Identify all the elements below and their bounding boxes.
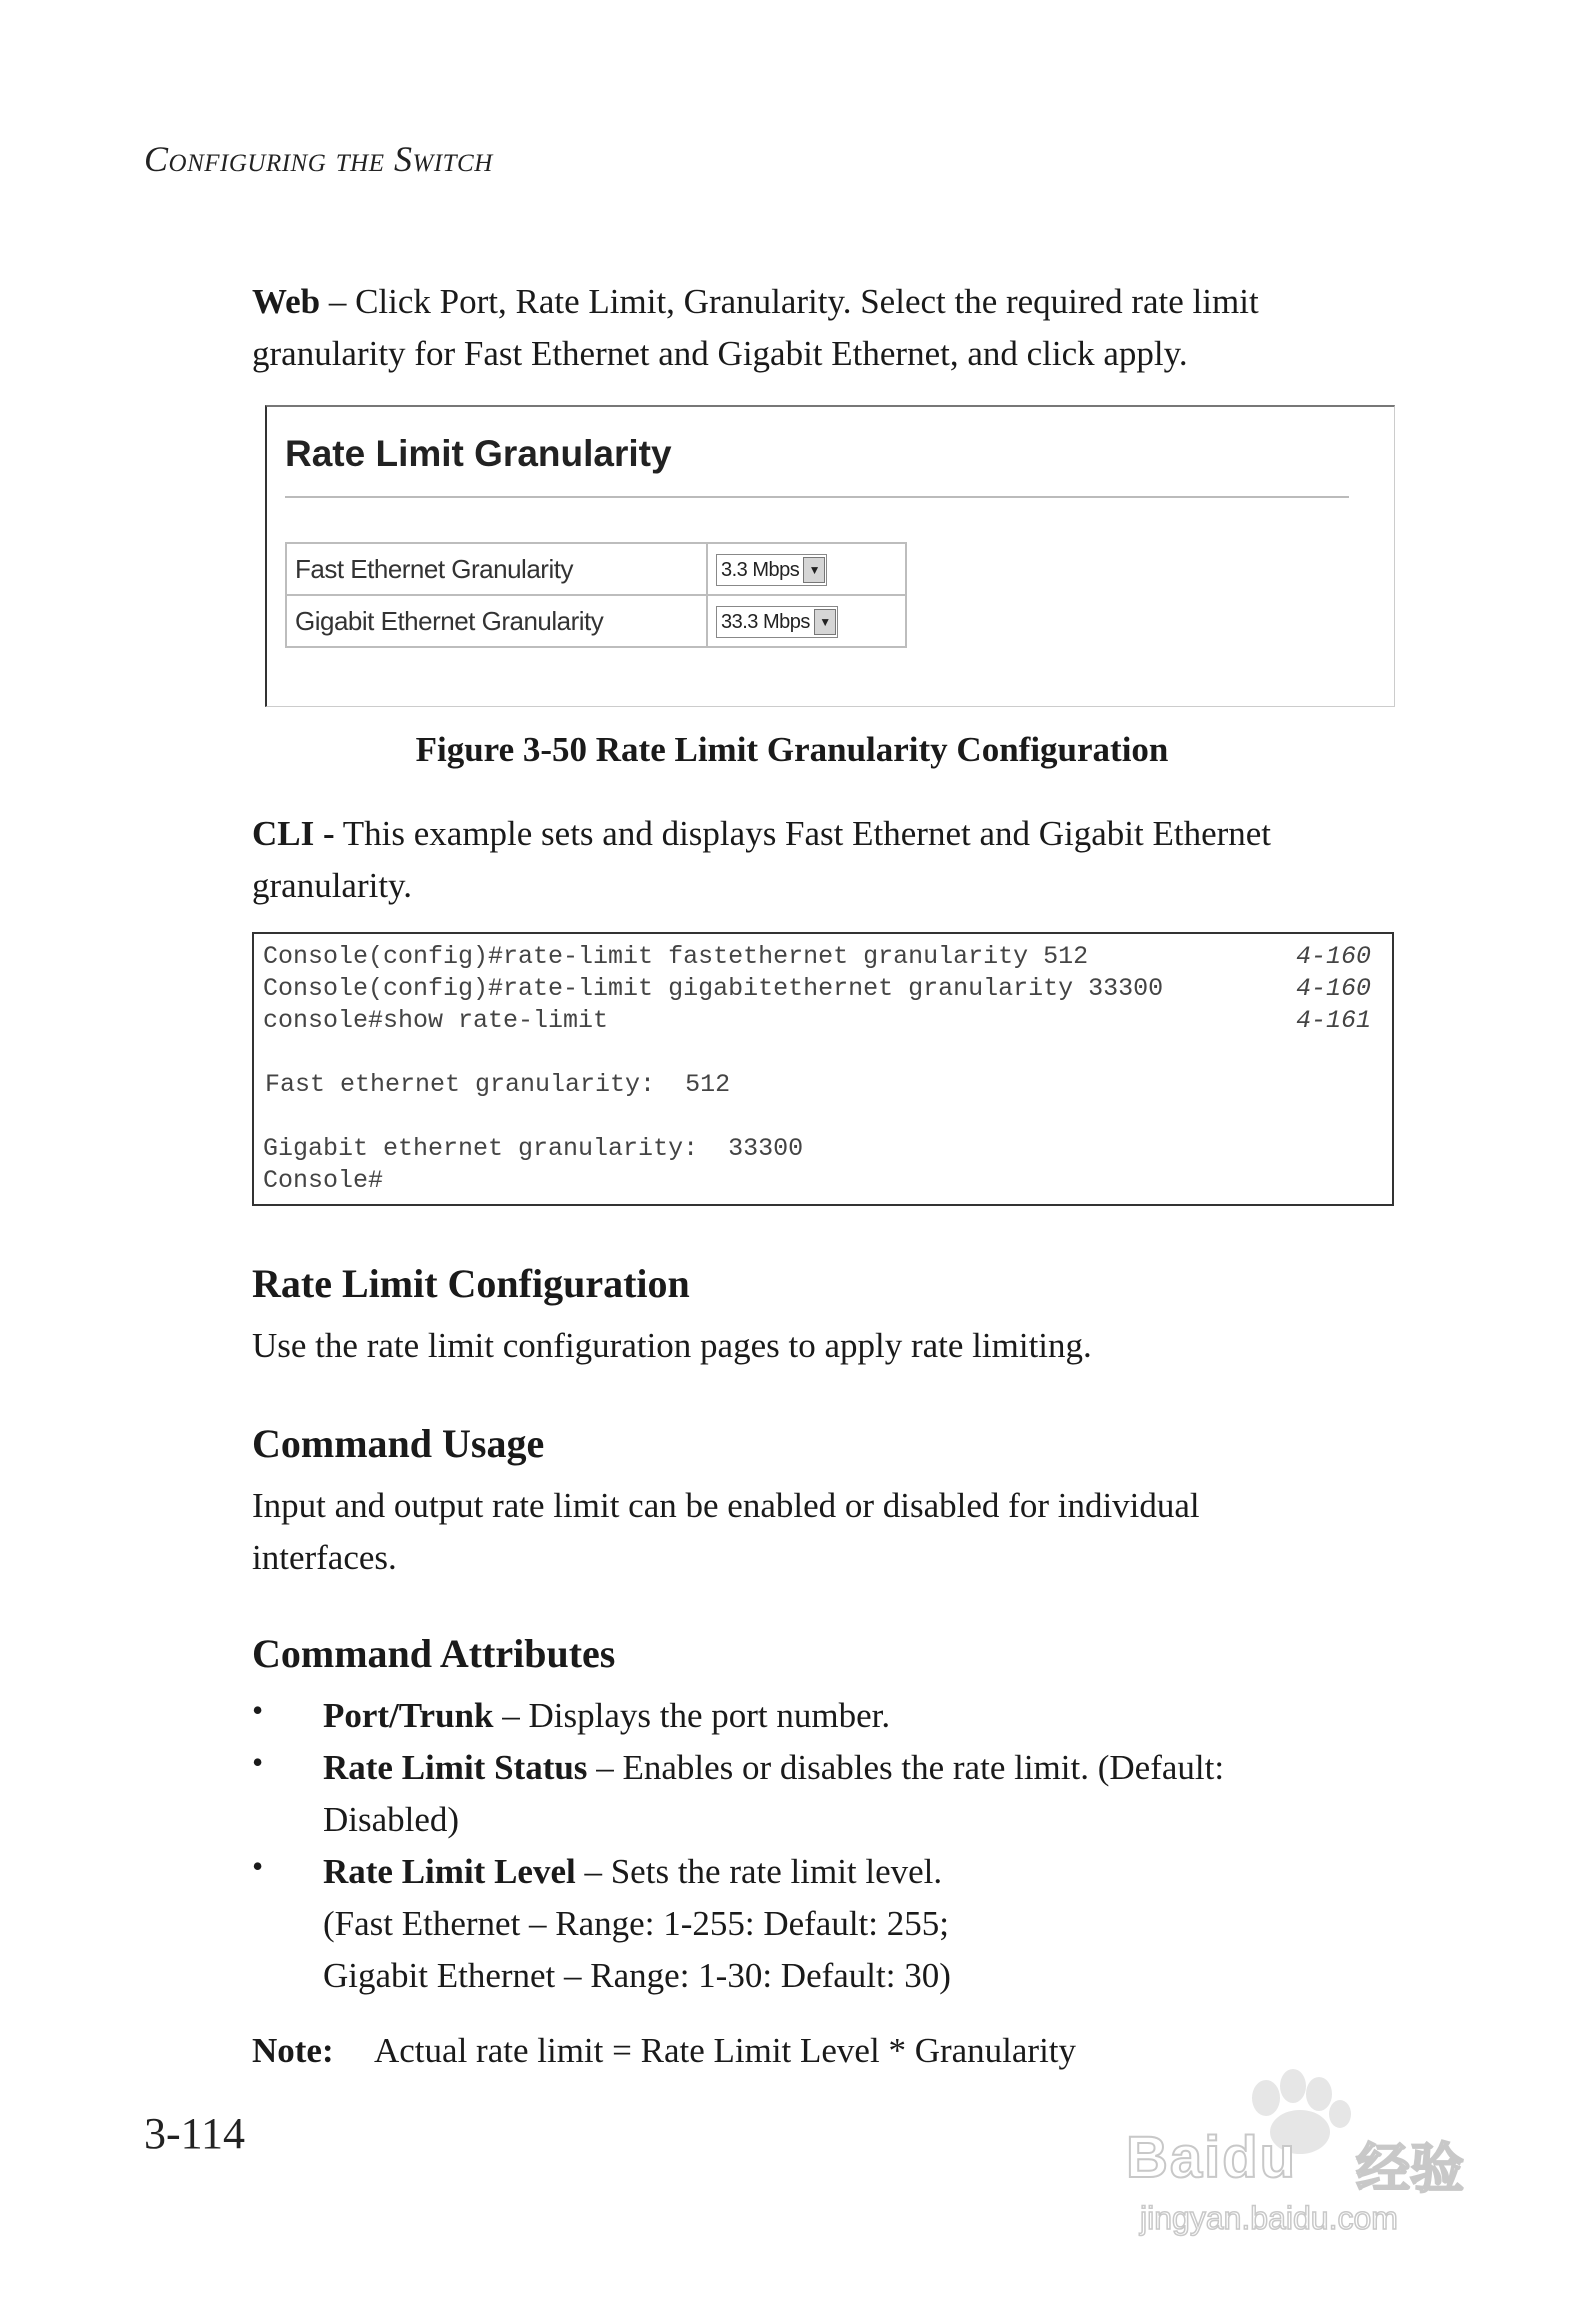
bullet-icon: • [252, 1744, 264, 1780]
rate-limit-description: Use the rate limit configuration pages to apply rate limiting. [252, 1326, 1092, 1365]
gigabit-ethernet-label: Gigabit Ethernet Granularity [286, 595, 707, 647]
section-heading-usage: Command Usage [252, 1421, 545, 1466]
bullet-icon: • [252, 1692, 264, 1728]
attribute-desc: – Sets the rate limit level. [575, 1852, 943, 1891]
section-heading-attributes: Command Attributes [252, 1631, 616, 1676]
code-line: Console(config)#rate-limit gigabitethernet granularity 33300 [263, 974, 1164, 1003]
section-heading-rate-limit: Rate Limit Configuration [252, 1261, 690, 1306]
code-ref: 4-160 [1296, 974, 1372, 1003]
list-item [323, 1846, 1403, 1898]
cli-text: This example sets and displays Fast Ethernet and Gigabit Ethernet granularity. [252, 814, 1272, 905]
web-text: – Click Port, Rate Limit, Granularity. Select the required rate limit granularity for Fast Ethernet and Gigabit Ethernet, and click apply. [252, 282, 1259, 373]
cli-intro [252, 808, 1392, 912]
list-item [323, 1742, 1343, 1846]
fast-ethernet-granularity-value: 3.3 Mbps [721, 558, 800, 581]
usage-description: Input and output rate limit can be enabled or disabled for individual interfaces. [252, 1486, 1200, 1577]
page-number: 3-114 [144, 2109, 246, 2158]
watermark-url: jingyan.baidu.com [1140, 2200, 1398, 2236]
note-label [252, 2025, 334, 2077]
bullet-icon: • [252, 1848, 264, 1884]
cli-lead: CLI - [252, 814, 335, 853]
gigabit-ethernet-cell [707, 595, 906, 647]
running-header: Configuring the Switch [144, 139, 493, 179]
fast-ethernet-granularity-select[interactable] [716, 554, 827, 586]
web-lead: Web [252, 282, 321, 321]
attribute-term: Rate Limit Level [323, 1852, 576, 1891]
gigabit-ethernet-granularity-select[interactable] [716, 606, 838, 638]
code-ref: 4-160 [1296, 942, 1372, 971]
fast-ethernet-label: Fast Ethernet Granularity [286, 543, 707, 595]
table-row [286, 595, 906, 647]
attribute-term: Rate Limit Status [323, 1748, 588, 1787]
gigabit-ethernet-granularity-value: 33.3 Mbps [721, 610, 810, 633]
attribute-range-fast: (Fast Ethernet – Range: 1-255: Default: 255; [323, 1904, 949, 1943]
watermark-brand: Baidu [1126, 2125, 1298, 2190]
attribute-range-gigabit: Gigabit Ethernet – Range: 1-30: Default: 30) [323, 1956, 951, 1995]
granularity-table [285, 542, 907, 648]
code-line: Console(config)#rate-limit fastethernet granularity 512 [263, 942, 1089, 971]
dropdown-arrow-icon[interactable]: ▼ [814, 609, 836, 635]
web-instructions [252, 276, 1392, 380]
code-line: Gigabit ethernet granularity: 33300 [263, 1134, 804, 1163]
list-item [323, 1690, 1403, 1742]
code-line: console#show rate-limit [263, 1006, 609, 1035]
attribute-term: Port/Trunk [323, 1696, 494, 1735]
dropdown-arrow-icon[interactable]: ▼ [803, 557, 825, 583]
panel-title: Rate Limit Granularity [285, 433, 672, 474]
table-row [286, 543, 906, 595]
panel-divider [285, 496, 1349, 498]
attribute-desc: – Displays the port number. [493, 1696, 891, 1735]
watermark-cn: 经验 [1356, 2137, 1464, 2200]
baidu-watermark [1118, 2058, 1498, 2238]
fast-ethernet-cell [707, 543, 906, 595]
note-label-text: Note: [252, 2031, 334, 2070]
figure-caption: Figure 3-50 Rate Limit Granularity Configuration [415, 730, 1169, 769]
code-ref: 4-161 [1296, 1006, 1372, 1035]
note-text: Actual rate limit = Rate Limit Level * Granularity [374, 2031, 1077, 2070]
code-line: Fast ethernet granularity: 512 [265, 1070, 731, 1099]
code-line: Console# [263, 1166, 384, 1195]
attribute-desc: – Enables or disables the rate limit. (Default: Disabled) [323, 1748, 1225, 1839]
